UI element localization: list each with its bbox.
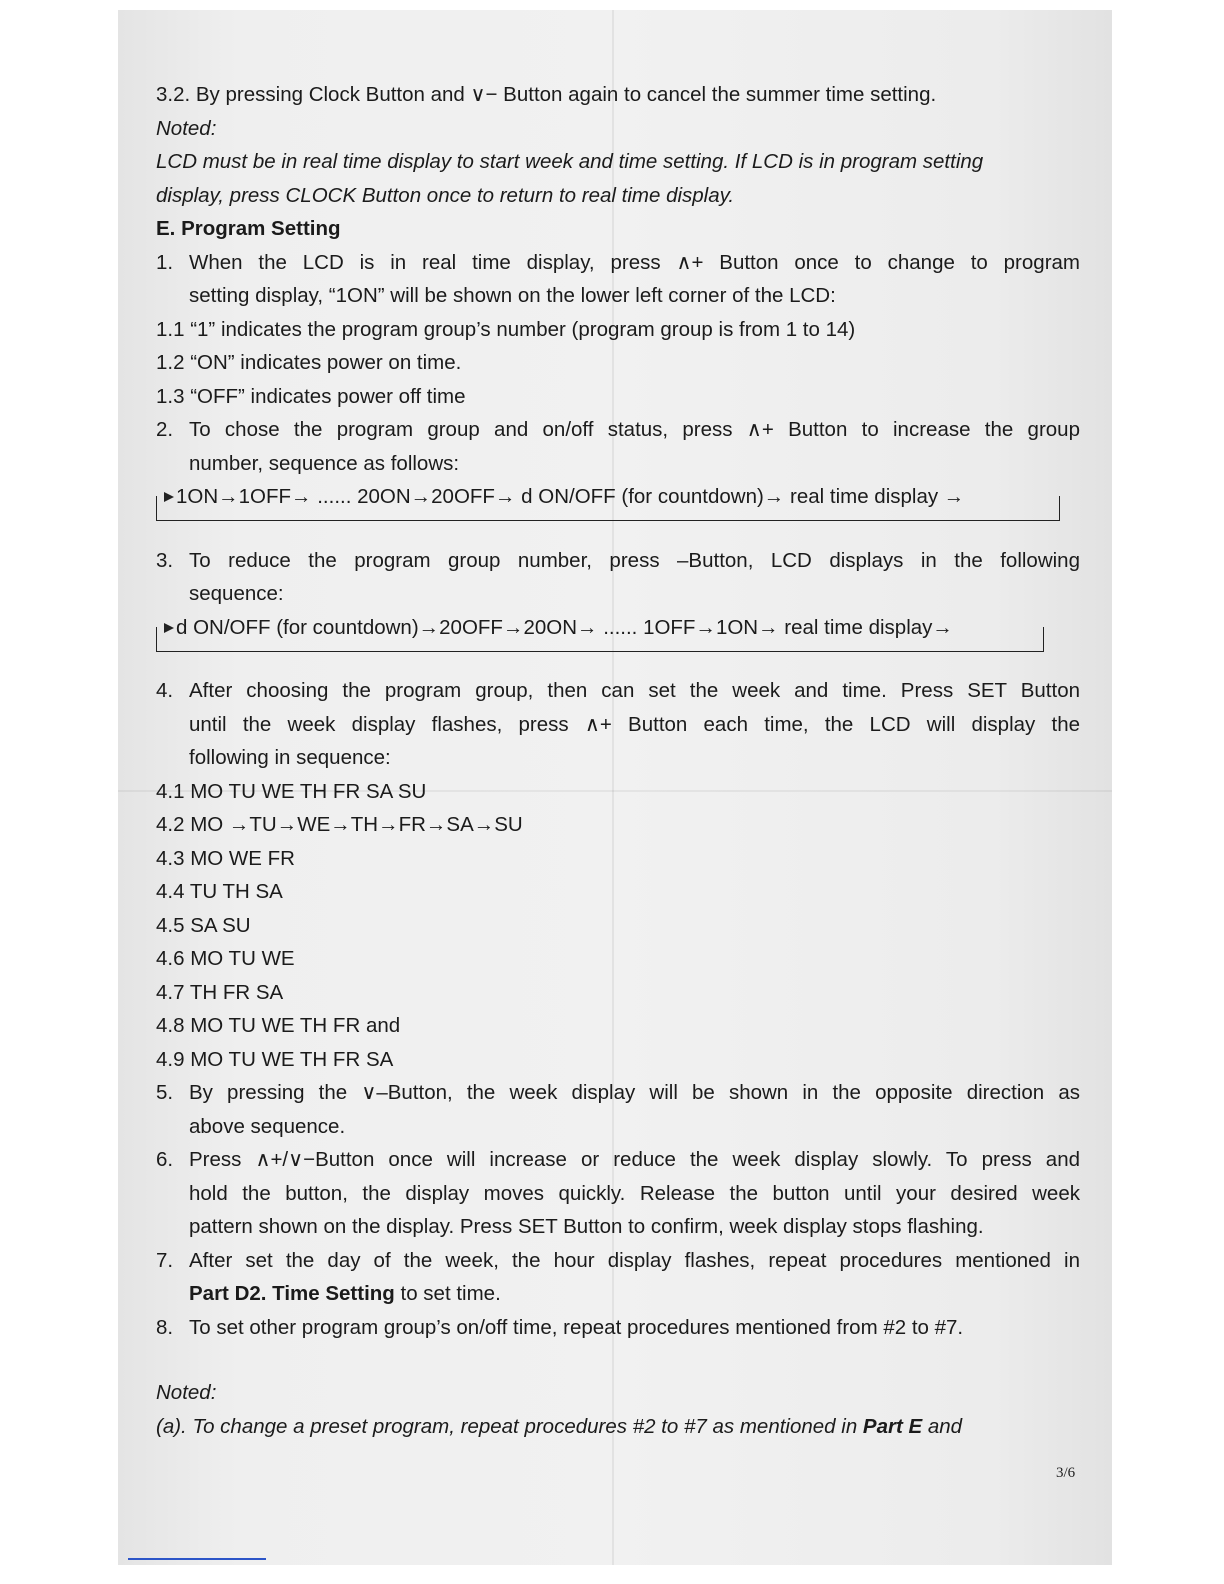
week-pattern-4-9: 4.9 MO TU WE TH FR SA [156, 1047, 394, 1071]
step-5 [156, 1076, 1080, 1143]
step-7 [156, 1244, 1080, 1311]
final-note-line [156, 1410, 1080, 1444]
increase-sequence-text: 1ON→1OFF→ ...... 20ON→20OFF→ d ON/OFF (for countdown)→ real time display → [176, 485, 965, 508]
footer-underline [128, 1558, 266, 1560]
step-number: 1. [156, 250, 174, 274]
step-number: 7. [156, 1248, 174, 1272]
summer-time-cancel-line: 3.2. By pressing Clock Button and ∨− Button again to cancel the summer time setting. [156, 83, 937, 106]
loop-bracket [156, 627, 1044, 652]
substep-1-3: 1.3 “OFF” indicates power off time [156, 384, 466, 408]
part-d2-reference: Part D2. Time Setting [189, 1282, 395, 1305]
step-number: 3. [156, 548, 174, 572]
step-text: hold the button, the display moves quickly. Release the button until your desired week [189, 1181, 1080, 1205]
step-3 [156, 544, 1080, 611]
increase-sequence-diagram [156, 480, 1080, 514]
section-heading: E. Program Setting [156, 217, 341, 240]
week-pattern-4-1: 4.1 MO TU WE TH FR SA SU [156, 779, 427, 803]
step-text: To chose the program group and on/off status, press ∧+ Button to increase the group [189, 418, 1080, 441]
decrease-sequence-text: d ON/OFF (for countdown)→20OFF→20ON→ ...... 1OFF→1ON→ real time display→ [176, 615, 953, 639]
step-text: To set other program group’s on/off time, repeat procedures mentioned from #2 to #7. [189, 1315, 964, 1339]
week-pattern-4-2: 4.2 MO →TU→WE→TH→FR→SA→SU [156, 813, 523, 836]
step-text: pattern shown on the display. Press SET Button to confirm, week display stops flashing. [189, 1215, 984, 1238]
step-number: 6. [156, 1148, 174, 1171]
week-pattern-4-8: 4.8 MO TU WE TH FR and [156, 1014, 401, 1037]
step-1 [156, 246, 1080, 313]
step-6 [156, 1143, 1080, 1244]
step-text: Press ∧+/∨−Button once will increase or reduce the week display slowly. To press and [189, 1148, 1080, 1171]
noted-label: Noted: [156, 116, 217, 140]
final-note-tail: and [922, 1414, 963, 1438]
loop-bracket [156, 496, 1060, 521]
week-pattern-4-7: 4.7 TH FR SA [156, 980, 284, 1004]
part-e-reference: Part E [862, 1414, 923, 1438]
week-pattern-4-3: 4.3 MO WE FR [156, 846, 295, 870]
step-text: number, sequence as follows: [189, 451, 460, 475]
step-number: 4. [156, 679, 174, 702]
page-number: 3/6 [1056, 1465, 1076, 1481]
step-4 [156, 674, 1080, 775]
step-number: 8. [156, 1315, 174, 1339]
document-body [156, 78, 1080, 1443]
step-text: setting display, “1ON” will be shown on the lower left corner of the LCD: [189, 284, 836, 307]
step-text: To reduce the program group number, press –Button, LCD displays in the following [189, 548, 1080, 572]
noted-text-line-1: LCD must be in real time display to start week and time setting. If LCD is in program setting [156, 150, 984, 173]
step-text: until the week display flashes, press ∧+ Button each time, the LCD will display the [189, 712, 1080, 736]
step-2 [156, 413, 1080, 480]
week-pattern-4-4: 4.4 TU TH SA [156, 880, 283, 903]
substep-1-2: 1.2 “ON” indicates power on time. [156, 351, 462, 374]
step-text: After set the day of the week, the hour display flashes, repeat procedures mentioned in [189, 1248, 1080, 1272]
noted-label-2: Noted: [156, 1381, 217, 1404]
decrease-sequence-diagram [156, 611, 1080, 645]
step-text: After choosing the program group, then can set the week and time. Press SET Button [189, 679, 1080, 702]
loop-arrow-icon [164, 623, 174, 633]
step-text: When the LCD is in real time display, press ∧+ Button once to change to program [189, 250, 1080, 274]
substep-1-1: 1.1 “1” indicates the program group’s number (program group is from 1 to 14) [156, 317, 856, 341]
final-note-text: (a). To change a preset program, repeat procedures #2 to #7 as mentioned in [156, 1414, 863, 1438]
loop-arrow-icon [164, 492, 174, 502]
step-text: above sequence. [189, 1114, 346, 1138]
step-text [189, 1277, 1080, 1311]
step-text: following in sequence: [189, 746, 391, 769]
noted-text-line-2: display, press CLOCK Button once to return to real time display. [156, 183, 735, 207]
step-number: 5. [156, 1081, 174, 1104]
step-8 [156, 1311, 1080, 1345]
step-text: sequence: [189, 582, 284, 605]
step-text-rest: to set time. [394, 1282, 501, 1305]
step-number: 2. [156, 418, 174, 441]
week-pattern-4-6: 4.6 MO TU WE [156, 947, 295, 970]
week-pattern-4-5: 4.5 SA SU [156, 913, 251, 937]
step-text: By pressing the ∨–Button, the week display will be shown in the opposite direction as [189, 1081, 1080, 1104]
